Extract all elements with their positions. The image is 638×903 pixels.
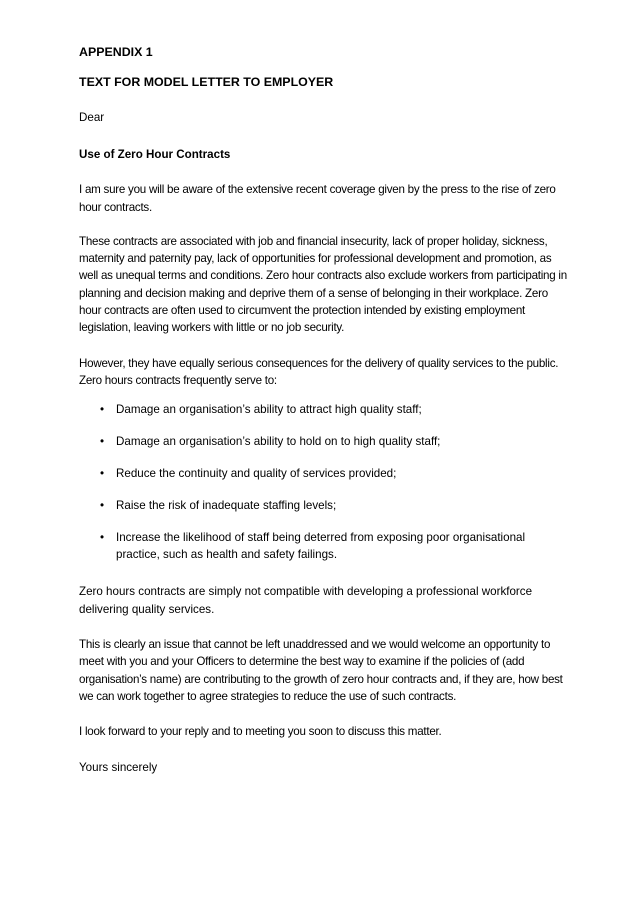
salutation: Dear <box>79 111 105 124</box>
bullet-icon: • <box>99 530 105 544</box>
sign-off: Yours sincerely <box>79 760 158 774</box>
list-item-text: Raise the risk of inadequate staffing levels; <box>116 498 337 512</box>
bullet-icon: • <box>99 403 105 417</box>
bullet-icon: • <box>99 435 105 449</box>
issue-paragraph: This is clearly an issue that cannot be left unaddressed and we would welcome an opportunity to meet with you and your Officers to determine the best way to examine if the policies of (add organisation’s name) are contributing to the growth of zero hour contracts and, if they are, how best we can work together to agree strategies to reduce the use of such contracts. <box>79 638 563 703</box>
subject-line: Use of Zero Hour Contracts <box>79 148 231 162</box>
bullet-icon: • <box>99 467 105 481</box>
list-item <box>79 401 567 418</box>
list-item-text: Increase the likelihood of staff being deterred from exposing poor organisational practice, such as health and safety failings. <box>116 530 526 562</box>
list-item-text: Damage an organisation’s ability to hold on to high quality staff; <box>116 435 441 449</box>
list-item-text: Reduce the continuity and quality of services provided; <box>116 467 397 481</box>
letter-title: TEXT FOR MODEL LETTER TO EMPLOYER <box>79 75 334 89</box>
list-item-text: Damage an organisation’s ability to attract high quality staff; <box>116 403 422 417</box>
list-item <box>79 529 567 564</box>
list-item <box>79 465 567 482</box>
list-item <box>79 497 567 514</box>
consequences-paragraph: However, they have equally serious consequences for the delivery of quality services to the public. Zero hours contracts frequently serve to: <box>79 356 559 387</box>
insecurity-paragraph: These contracts are associated with job and financial insecurity, lack of proper holiday, sickness, maternity and paternity pay, lack of opportunities for professional development and promotion, as well as unequal terms and conditions. Zero hour contracts also exclude workers from participating in planning and decision making and deprive them of a sense of belonging in their workplace. Zero hour contracts are often used to circumvent the protection intended by existing employment legislation, leaving workers with little or no job security. <box>79 234 567 335</box>
closing-remark: I look forward to your reply and to meeting you soon to discuss this matter. <box>79 725 442 739</box>
consequences-list <box>79 401 567 563</box>
intro-paragraph: I am sure you will be aware of the extensive recent coverage given by the press to the rise of zero hour contracts. <box>79 183 556 214</box>
letter-page <box>79 44 567 776</box>
appendix-heading: APPENDIX 1 <box>79 45 153 59</box>
bullet-icon: • <box>99 498 105 512</box>
list-item <box>79 433 567 450</box>
incompatible-paragraph: Zero hours contracts are simply not compatible with developing a professional workforce delivering quality services. <box>79 585 533 616</box>
